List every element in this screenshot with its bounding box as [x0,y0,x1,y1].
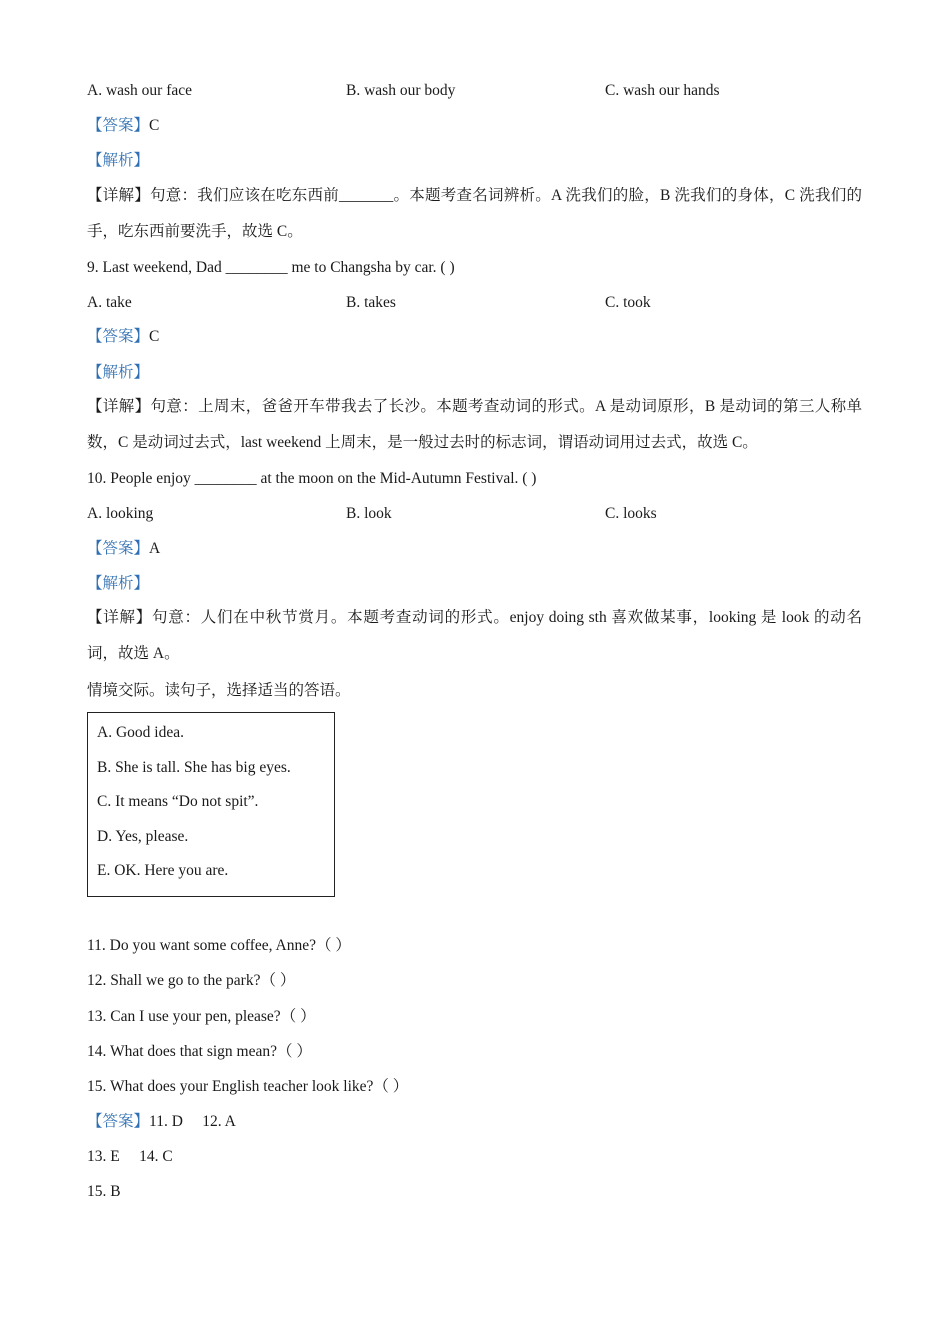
answers-15: 15. B [87,1183,121,1200]
q8-detail [87,178,862,250]
q10-answer-line [87,539,160,559]
q9-option-b: B. takes [346,294,396,311]
q10-option-b: B. look [346,505,392,522]
q9-analysis-line [87,363,149,383]
question-13: 13. Can I use your pen, please?（ ） [87,1008,316,1025]
detail-tag: 【详解】 [87,398,151,415]
question-15: 15. What does your English teacher look like?（ ） [87,1078,409,1095]
q9-detail [87,389,862,461]
answer-tag: 【答案】 [87,117,150,134]
q9-option-c: C. took [605,294,651,311]
answers-13-14: 13. E 14. C [87,1148,173,1165]
detail-tag: 【详解】 [87,609,153,626]
q9-answer: C [149,328,160,345]
answers-11-12: 11. D 12. A [149,1113,236,1130]
q8-analysis-line [87,151,149,171]
q10-detail-text: 句意：人们在中秋节赏月。本题考查动词的形式。enjoy doing sth 喜欢做某事，looking 是 look 的动名词，故选 A。 [87,609,862,662]
q8-option-a: A. wash our face [87,82,193,99]
analysis-tag: 【解析】 [87,364,150,381]
question-11: 11. Do you want some coffee, Anne?（ ） [87,937,351,954]
answer-tag: 【答案】 [87,1113,150,1130]
q9-question: 9. Last weekend, Dad ________ me to Changsha by car. ( ) [87,259,455,276]
q9-answer-line [87,327,159,347]
q10-option-a: A. looking [87,505,154,522]
answer-tag: 【答案】 [87,540,150,557]
section-answer-line-1 [87,1112,236,1132]
q10-question: 10. People enjoy ________ at the moon on the Mid-Autumn Festival. ( ) [87,470,537,487]
question-14: 14. What does that sign mean?（ ） [87,1043,312,1060]
q9-option-a: A. take [87,294,132,311]
q9-detail-text: 句意：上周末，爸爸开车带我去了长沙。本题考查动词的形式。A 是动词原形，B 是动词的第三人称单数，C 是动词过去式，last weekend 上周末，是一般过去时的标志词，谓语动词用过去式，故选 C。 [87,398,862,451]
analysis-tag: 【解析】 [87,575,150,592]
box-item-d: D. Yes, please. [97,828,189,845]
answer-tag: 【答案】 [87,328,150,345]
box-item-a: A. Good idea. [97,724,184,741]
q10-answer: A [149,540,161,557]
box-item-e: E. OK. Here you are. [97,862,229,879]
q10-analysis-line [87,574,149,594]
q8-option-b: B. wash our body [346,82,456,99]
section-instruction: 情境交际。读句子，选择适当的答语。 [87,682,351,699]
question-12: 12. Shall we go to the park?（ ） [87,972,296,989]
q8-answer: C [149,117,160,134]
q8-option-c: C. wash our hands [605,82,720,99]
q10-detail [87,600,862,672]
q8-detail-text: 句意：我们应该在吃东西前_______。本题考查名词辨析。A 洗我们的脸，B 洗我们的身体，C 洗我们的手，吃东西前要洗手，故选 C。 [87,187,862,240]
box-item-b: B. She is tall. She has big eyes. [97,759,291,776]
analysis-tag: 【解析】 [87,152,150,169]
q8-answer-line [87,116,159,136]
box-item-c: C. It means “Do not spit”. [97,793,259,810]
answer-choices-box [87,712,335,897]
q10-option-c: C. looks [605,505,657,522]
detail-tag: 【详解】 [87,187,151,204]
